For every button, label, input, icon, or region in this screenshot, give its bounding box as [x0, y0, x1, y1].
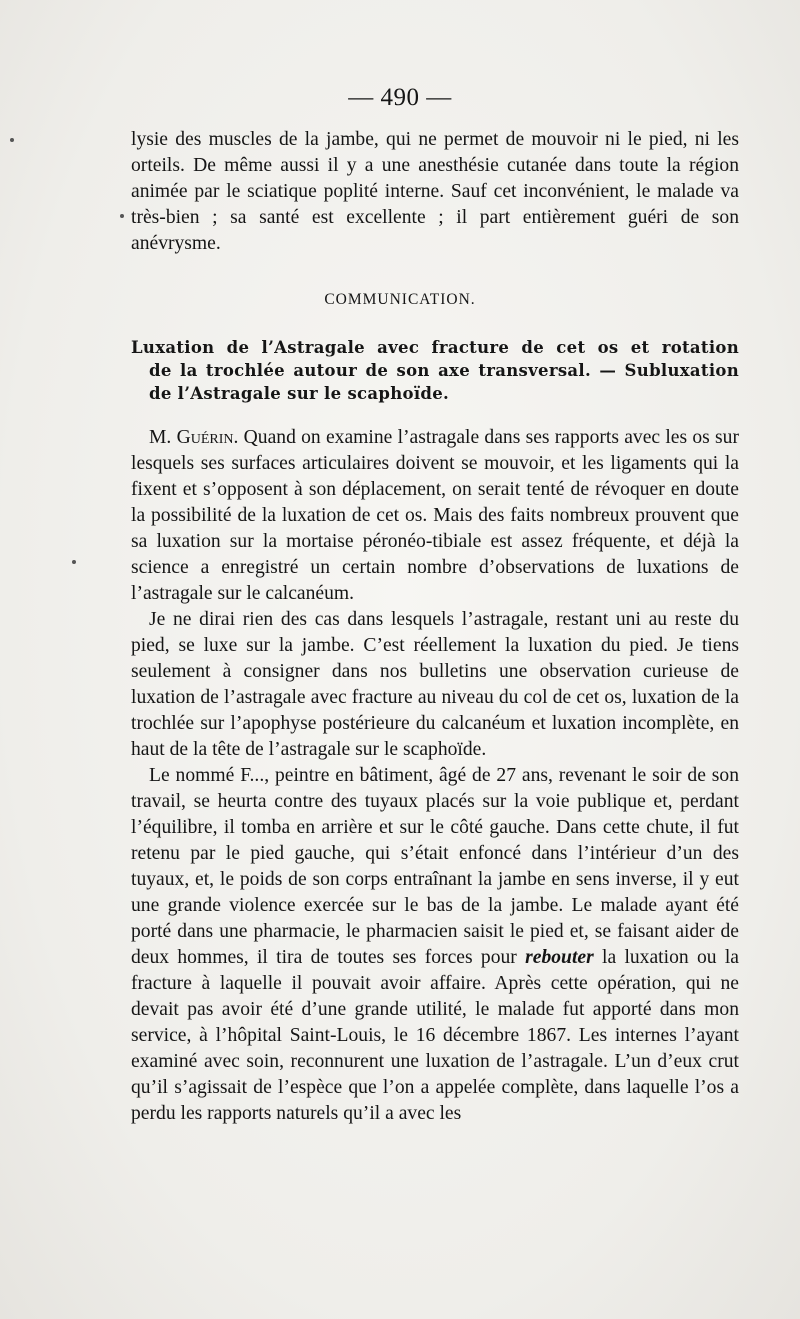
paragraph-3-emphasis: rebouter — [525, 947, 594, 968]
ink-speck — [72, 560, 76, 564]
intro-text: lysie des muscles de la jambe, qui ne permet de mouvoir ni le pied, ni les orteils. De même aussi il y a une anesthésie cutanée dans toute la région animée par le sciatique poplité interne. Sauf cet inconvénient, le malade va très-bien ; sa santé est excellente ; il part entièrement guéri de son anévrysme. — [131, 129, 739, 254]
article-title-rest: de la trochlée autour de son axe transversal. — Subluxation de l’Astragale sur le scaphoïde. — [149, 361, 739, 403]
intro-paragraph — [131, 127, 739, 257]
paragraph-1-text: Quand on examine l’astragale dans ses rapports avec les os sur lesquels ses surfaces articulaires doivent se mouvoir, et les ligaments qui la fixent et s’opposent à son déplacement, on serait tenté de révoquer en doute la possibilité de la luxation de cet os. Mais des faits nombreux prouvent que sa luxation sur la mortaise péronéo-tibiale est assez fréquente, et déjà la science a enregistré un certain nombre d’observations de luxations de l’astragale sur le calcanéum. — [131, 427, 739, 604]
paragraph-3-text-b: la luxation ou la fracture à laquelle il pouvait avoir affaire. Après cette opération, qui ne devait pas avoir été d’une grande utilité, le malade fut apporté dans mon service, à l’hôpital Saint-Louis, le 16 décembre 1867. Les internes l’ayant examiné avec soin, reconnurent une luxation de l’astragale. L’un d’eux crut qu’il s’agissait de l’espèce que l’on a appelée complète, dans laquelle l’os a perdu les rapports naturels qu’il a avec les — [131, 947, 739, 1124]
paragraph-2: Je ne dirai rien des cas dans lesquels l’astragale, restant uni au reste du pied, se luxe sur la jambe. C’est réellement la luxation du pied. Je tiens seulement à consigner dans nos bulletins une observation curieuse de luxation de l’astragale avec fracture au niveau du col de cet os, luxation de la trochlée sur l’apophyse postérieure du calcanéum et luxation incomplète, en haut de la tête de l’astragale sur le scaphoïde. — [131, 609, 739, 760]
ink-speck — [10, 138, 14, 142]
paragraph-3 — [131, 763, 739, 1127]
paragraph-1 — [131, 425, 739, 607]
page-number: — 490 — — [348, 84, 452, 111]
article-body — [131, 425, 739, 1127]
author-name: M. Guérin. — [149, 427, 239, 448]
article-title — [131, 336, 739, 405]
paragraph-3-text-a: Le nommé F..., peintre en bâtiment, âgé de 27 ans, revenant le soir de son travail, se heurta contre des tuyaux placés sur la voie publique et, perdant l’équilibre, il tomba en arrière et sur le côté gauche. Dans cette chute, il fut retenu par le pied gauche, qui s’était enfoncé dans l’intérieur d’un des tuyaux, et, le poids de son corps entraînant la jambe en sens inverse, il y eut une grande violence exercée sur le bas de la jambe. Le malade ayant été porté dans une pharmacie, le pharmacien saisit le pied et, se faisant aider de deux hommes, il tira de toutes ses forces pour — [131, 765, 739, 968]
section-heading: COMMUNICATION. — [324, 290, 476, 309]
ink-speck — [120, 214, 124, 218]
article-title-line1: Luxation de l’Astragale avec fracture de cet os et rotation — [131, 338, 739, 357]
